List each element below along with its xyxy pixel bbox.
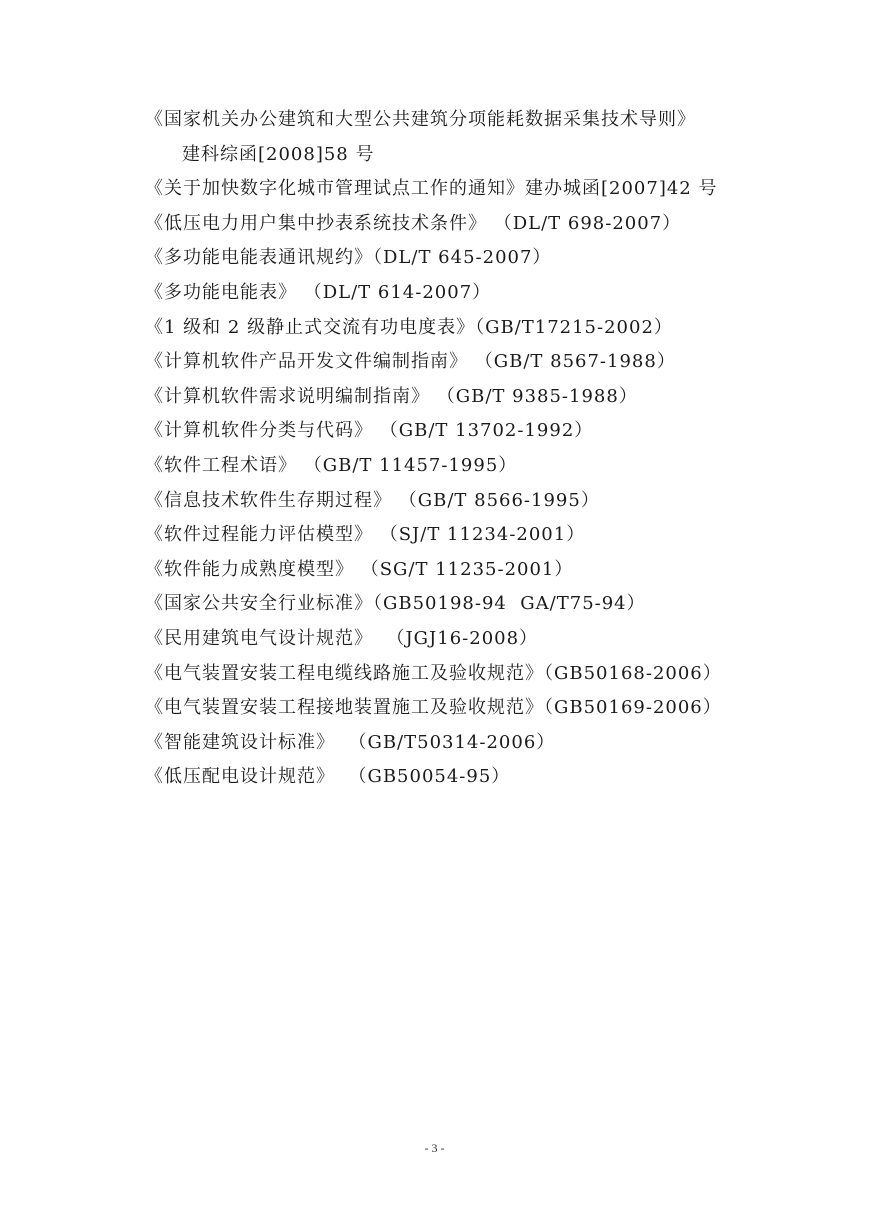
reference-item: 《计算机软件产品开发文件编制指南》 （GB/T 8567-1988） (145, 351, 676, 373)
reference-item: 《电气装置安装工程电缆线路施工及验收规范》（GB50168-2006） (145, 662, 722, 684)
reference-item: 《民用建筑电气设计规范》 （JGJ16-2008） (145, 627, 539, 649)
reference-item: 《国家机关办公建筑和大型公共建筑分项能耗数据采集技术导则》 (145, 109, 696, 130)
reference-item: 《多功能电能表》 （DL/T 614-2007） (145, 281, 492, 303)
reference-item: 《计算机软件需求说明编制指南》 （GB/T 9385-1988） (145, 385, 638, 407)
reference-item: 《计算机软件分类与代码》 （GB/T 13702-1992） (145, 420, 594, 442)
reference-item: 《关于加快数字化城市管理试点工作的通知》建办城函[2007]42 号 (145, 178, 718, 200)
reference-item: 《软件过程能力评估模型》 （SJ/T 11234-2001） (145, 524, 586, 546)
reference-item: 《软件工程术语》 （GB/T 11457-1995） (145, 454, 518, 476)
reference-item: 《国家公共安全行业标准》（GB50198-94 GA/T75-94） (145, 593, 646, 615)
reference-item: 《1 级和 2 级静止式交流有功电度表》（GB/T17215-2002） (145, 316, 673, 338)
reference-item: 《信息技术软件生存期过程》 （GB/T 8566-1995） (145, 489, 600, 511)
reference-item: 《软件能力成熟度模型》 （SG/T 11235-2001） (145, 558, 574, 580)
reference-item: 《低压配电设计规范》 （GB50054-95） (145, 766, 511, 788)
reference-item: 《智能建筑设计标准》 （GB/T50314-2006） (145, 731, 556, 753)
reference-list (145, 103, 845, 795)
reference-item: 《电气装置安装工程接地装置施工及验收规范》（GB50169-2006） (145, 697, 722, 719)
reference-item: 《低压电力用户集中抄表系统技术条件》 （DL/T 698-2007） (145, 212, 682, 234)
reference-item: 《多功能电能表通讯规约》（DL/T 645-2007） (145, 247, 552, 269)
page-number: - 3 - (424, 1141, 445, 1155)
reference-item-continuation: 建科综函[2008]58 号 (182, 143, 375, 165)
